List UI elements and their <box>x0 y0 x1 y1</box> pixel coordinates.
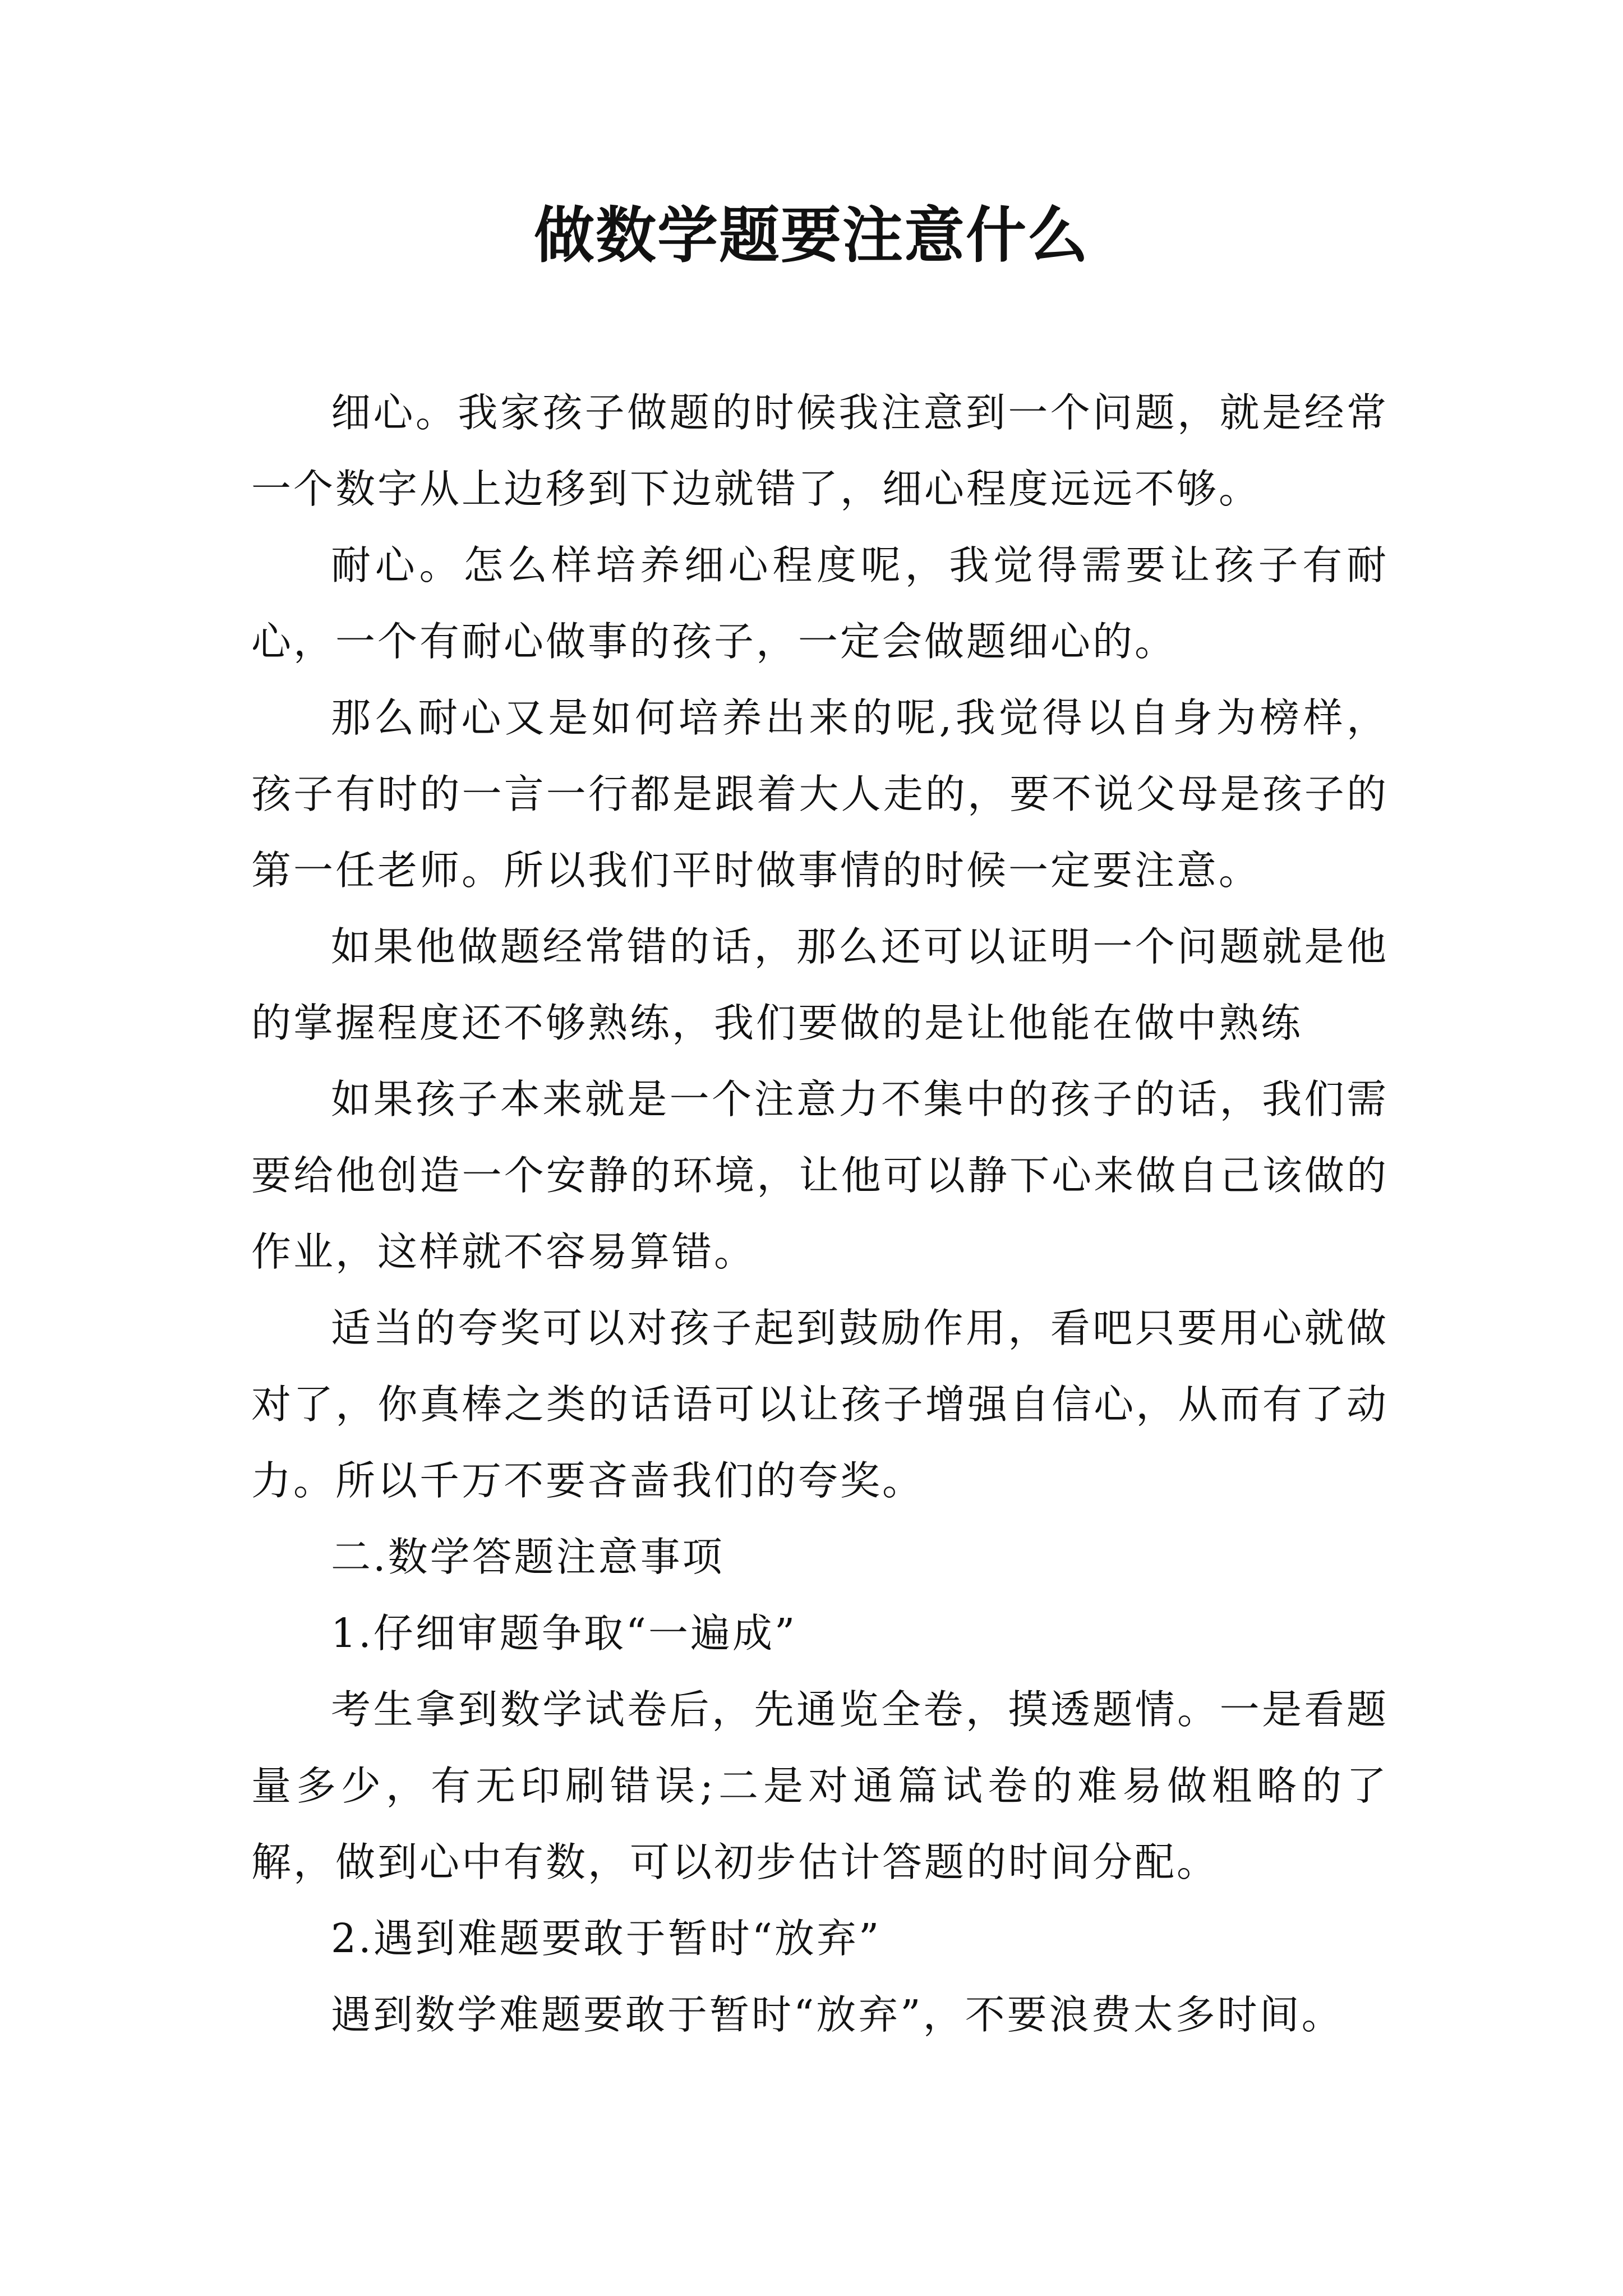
paragraph-praise: 适当的夸奖可以对孩子起到鼓励作用，看吧只要用心就做对了，你真棒之类的话语可以让孩子增强自信心，从而有了动力。所以千万不要吝啬我们的夸奖。 <box>251 1305 1389 1504</box>
document-body <box>251 375 1389 2053</box>
paragraph-patience: 耐心。怎么样培养细心程度呢，我觉得需要让孩子有耐心，一个有耐心做事的孩子，一定会做题细心的。 <box>251 542 1389 665</box>
paragraph-carefulness: 细心。我家孩子做题的时候我注意到一个问题，就是经常一个数字从上边移到下边就错了，细心程度远远不够。 <box>251 389 1389 512</box>
document-title: 做数学题要注意什么 <box>533 200 1089 271</box>
paragraph-quiet-environment: 如果孩子本来就是一个注意力不集中的孩子的话，我们需要给他创造一个安静的环境，让他可以静下心来做自己该做的作业，这样就不容易算错。 <box>251 1076 1389 1275</box>
paragraph-read-carefully: 考生拿到数学试卷后，先通览全卷，摸透题情。一是看题量多少，有无印刷错误;二是对通篇试卷的难易做粗略的了解，做到心中有数，可以初步估计答题的时间分配。 <box>251 1686 1389 1885</box>
subheading-read-carefully: 1.仔细审题争取“一遍成” <box>331 1610 797 1657</box>
paragraph-role-model: 那么耐心又是如何培养出来的呢,我觉得以自身为榜样，孩子有时的一言一行都是跟着大人走的，要不说父母是孩子的第一任老师。所以我们平时做事情的时候一定要注意。 <box>251 694 1389 894</box>
subheading-skip-hard-questions: 2.遇到难题要敢于暂时“放弃” <box>331 1915 882 1962</box>
paragraph-practice: 如果他做题经常错的话，那么还可以证明一个问题就是他的掌握程度还不够熟练，我们要做的是让他能在做中熟练 <box>251 923 1389 1046</box>
section-heading-exam-tips: 二.数学答题注意事项 <box>331 1534 725 1580</box>
paragraph-skip-hard-questions: 遇到数学难题要敢于暂时“放弃”，不要浪费太多时间。 <box>331 1991 1344 2038</box>
